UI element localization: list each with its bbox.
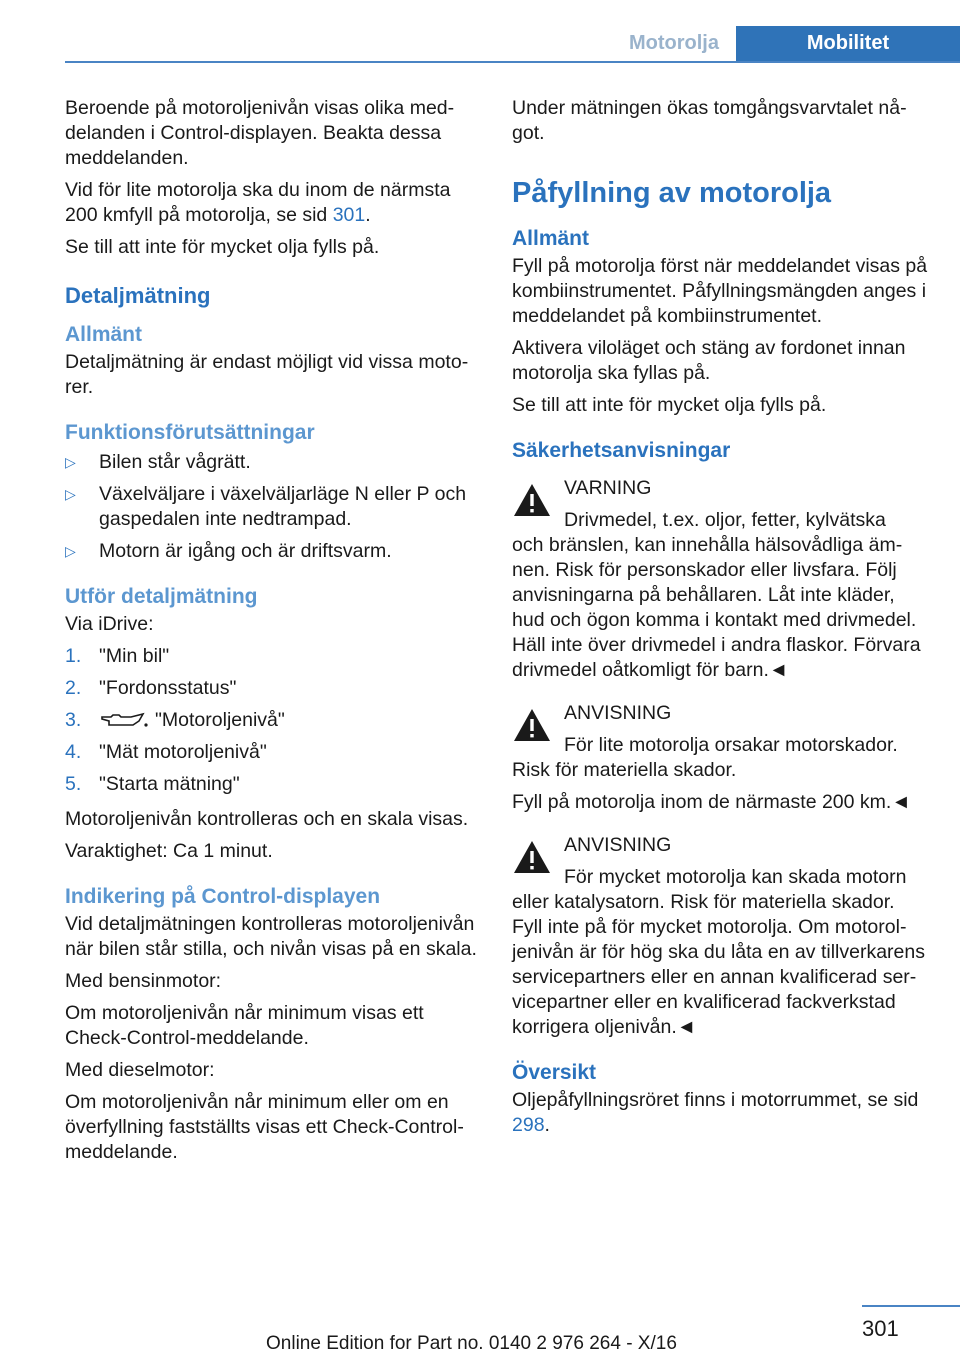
notice-title: ANVISNING <box>564 834 672 856</box>
list-item-text: "Mät motoroljenivå" <box>99 741 267 763</box>
notice-body: eller katalysatorn. Risk för materiella skador. Fyll inte på för mycket motorolja. Om motoroljenivån är för hög ska du låta en av tillverkarens servicepartners eller en annan kvalificerad servicepartner eller en kvalificerad fackverkstad korrigera oljenivån.◄ <box>512 891 925 1038</box>
bullet-list <box>65 450 480 564</box>
paragraph: Varaktighet: Ca 1 minut. <box>65 840 273 862</box>
triangle-bullet-icon: ▷ <box>65 454 76 470</box>
list-item <box>65 772 480 797</box>
paragraph: Se till att inte för mycket olja fylls på. <box>65 236 380 258</box>
right-column <box>512 96 930 1145</box>
text: Oljepåfyllningsröret finns i motorrummet, se sid <box>512 1089 919 1111</box>
list-item-text: Bilen står vågrätt. <box>99 451 251 473</box>
step-number: 3. <box>65 709 82 731</box>
triangle-bullet-icon: ▷ <box>65 486 76 502</box>
paragraph: Med dieselmotor: <box>65 1059 215 1081</box>
step-number: 2. <box>65 677 82 699</box>
notice-first-line: För mycket motorolja kan skada motorn <box>564 866 907 888</box>
subheading: Allmänt <box>65 323 143 346</box>
notice-first-line: För lite motorolja orsakar motorskador. <box>564 734 898 756</box>
list-item-text: Motorn är igång och är driftsvarm. <box>99 540 392 562</box>
warning-block <box>512 476 930 683</box>
paragraph <box>65 178 480 228</box>
paragraph <box>512 1088 930 1138</box>
notice-text <box>512 733 930 783</box>
list-item <box>65 539 480 564</box>
list-item-text: "Starta mätning" <box>99 773 240 795</box>
paragraph: Vid detaljmätningen kontrolleras motoroljenivån när bilen står stilla, och nivån visas på en skala. <box>65 913 477 960</box>
paragraph: Om motoroljenivån når minimum visas ett Check-Control-meddelande. <box>65 1002 424 1049</box>
paragraph: Motoroljenivån kontrolleras och en skala visas. <box>65 808 469 830</box>
text: . <box>544 1114 550 1136</box>
step-number: 1. <box>65 645 82 667</box>
list-item <box>65 676 480 701</box>
paragraph: Detaljmätning är endast möjligt vid vissa motorer. <box>65 351 469 398</box>
warning-triangle-icon <box>512 839 552 875</box>
header-tab-chapter[interactable]: Mobilitet <box>736 26 960 63</box>
oil-can-icon <box>99 712 149 728</box>
notice-text <box>512 865 930 1040</box>
paragraph: Med bensinmotor: <box>65 970 222 992</box>
paragraph: Via iDrive: <box>65 613 154 635</box>
list-item-text: "Min bil" <box>99 645 170 667</box>
list-item-text: "Fordonsstatus" <box>99 677 237 699</box>
paragraph: Om motoroljenivån når minimum eller om en överfyllning fastställts visas ett Check-Control-meddelande. <box>65 1091 464 1163</box>
paragraph: Under mätningen ökas tomgångsvarvtalet något. <box>512 97 907 144</box>
subheading: Säkerhetsanvisningar <box>512 439 731 462</box>
footer-rule <box>862 1305 960 1307</box>
warning-triangle-icon <box>512 707 552 743</box>
section-heading: Detaljmätning <box>65 283 211 308</box>
left-column <box>65 96 480 1172</box>
list-item-text: Växelväljare i växelväljarläge N eller P och gaspedalen inte nedtrampad. <box>99 483 467 530</box>
paragraph: Aktivera viloläget och stäng av fordonet innan motorolja ska fyllas på. <box>512 337 906 384</box>
header-rule <box>65 61 960 63</box>
subheading: Översikt <box>512 1061 597 1084</box>
page-number: 301 <box>862 1316 899 1341</box>
subheading: Indikering på Control-displayen <box>65 885 381 908</box>
numbered-list <box>65 644 480 797</box>
warning-first-line: Drivmedel, t.ex. oljor, fetter, kylvätska <box>564 509 886 531</box>
list-item <box>65 450 480 475</box>
list-item <box>65 740 480 765</box>
list-item <box>65 708 480 733</box>
notice-text: Fyll på motorolja inom de närmaste 200 km.◄ <box>512 791 911 813</box>
warning-text <box>512 508 930 683</box>
header-tab-section[interactable]: Motorolja <box>629 32 719 54</box>
step-number: 4. <box>65 741 82 763</box>
text: Vid för lite motorolja ska du inom de närmsta 200 kmfyll på motorolja, se sid <box>65 179 451 226</box>
paragraph: Beroende på motoroljenivån visas olika meddelanden i Control-displayen. Beakta dessa meddelanden. <box>65 97 455 169</box>
subheading: Utför detaljmätning <box>65 585 258 608</box>
step-number: 5. <box>65 773 82 795</box>
text: . <box>365 204 371 226</box>
chapter-heading: Påfyllning av motorolja <box>512 177 832 209</box>
warning-title: VARNING <box>564 477 652 499</box>
notice-block <box>512 833 930 1040</box>
subheading: Funktionsförutsättningar <box>65 421 315 444</box>
warning-triangle-icon <box>512 482 552 518</box>
notice-body: Risk för materiella skador. <box>512 759 737 781</box>
subheading: Allmänt <box>512 227 590 250</box>
list-item <box>65 482 480 532</box>
list-item-text: "Motoroljenivå" <box>155 709 285 731</box>
triangle-bullet-icon: ▷ <box>65 543 76 559</box>
notice-block <box>512 701 930 815</box>
page-link[interactable]: 301 <box>332 204 366 226</box>
page-link[interactable]: 298 <box>512 1114 545 1136</box>
warning-body: och bränslen, kan innehålla hälsovådliga ämnen. Risk för personskador eller livsfara. Följ anvisningarna på behållaren. Låt inte kläder, hud och ögon komma i kontakt med drivmedel. Häll inte över drivmedel i andra flaskor. Förvara drivmedel oåtkomligt för barn.◄ <box>512 534 921 681</box>
notice-title: ANVISNING <box>564 702 672 724</box>
footer-edition: Online Edition for Part no. 0140 2 976 264 - X/16 <box>266 1333 677 1354</box>
list-item <box>65 644 480 669</box>
paragraph: Se till att inte för mycket olja fylls på. <box>512 394 827 416</box>
paragraph: Fyll på motorolja först när meddelandet visas på kombiinstrumentet. Påfyllningsmängden anges i meddelandet på kombiinstrumentet. <box>512 255 928 327</box>
